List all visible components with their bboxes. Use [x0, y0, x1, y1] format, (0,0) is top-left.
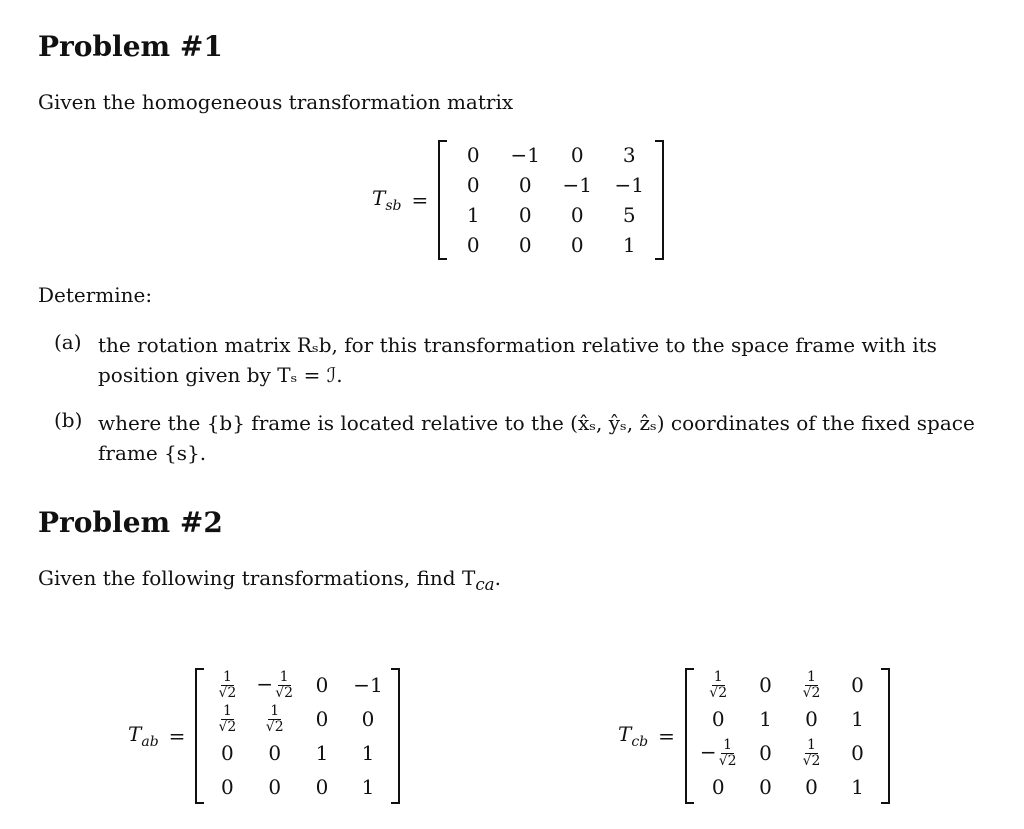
matrix-cell: 0 — [851, 673, 864, 697]
problem-2-heading: Problem #2 — [38, 506, 223, 539]
matrix-cell: 0 — [466, 233, 480, 257]
matrix-cell: 1 — [361, 741, 375, 765]
matrix-cell: 1 — [759, 707, 772, 731]
part-b-label: (b) — [54, 408, 83, 432]
matrix-cell: 1 — [622, 233, 636, 257]
problem-2-intro: Given the following transformations, find $T_{ca}$. — [38, 566, 501, 594]
equals-sign: = — [411, 188, 429, 212]
matrix-cell: −1 — [562, 173, 592, 197]
matrix-cell: 0 — [518, 233, 532, 257]
problem-1-intro: Given the homogeneous transformation matrix — [38, 90, 514, 114]
matrix-cell: 0 — [711, 775, 725, 799]
matrix-t-ab-table — [204, 668, 391, 804]
matrix-cell: 0 — [466, 143, 480, 167]
matrix-cell: 0 — [570, 233, 584, 257]
matrix-cell: 0 — [711, 707, 725, 731]
matrix-cell: 0 — [518, 173, 532, 197]
matrix-cell: 0 — [315, 673, 329, 697]
matrix-t-ab-label: $T_{ab}$ — [128, 722, 159, 750]
matrix-cell: − $\frac{1}{√2}$ — [256, 668, 294, 701]
matrix-cell: −1 — [353, 673, 383, 697]
matrix-cell: 5 — [622, 203, 636, 227]
matrix-cell: −1 — [510, 143, 540, 167]
equals-sign: = — [168, 724, 186, 748]
matrix-cell: 0 — [361, 707, 375, 731]
matrix-cell: 1 — [315, 741, 329, 765]
matrix-cell: 0 — [268, 775, 282, 799]
matrix-cell: 0 — [315, 775, 329, 799]
matrix-t-sb-label: $T_{sb}$ — [372, 186, 402, 214]
determine-label: Determine: — [38, 283, 153, 307]
matrix-cell: 1 — [851, 707, 864, 731]
matrix-cell: $\frac{1}{√2}$ — [709, 668, 728, 701]
part-a-label: (a) — [54, 330, 82, 354]
matrix-cell: 0 — [570, 203, 584, 227]
matrix-cell: 0 — [221, 775, 234, 799]
matrix-cell: $\frac{1}{√2}$ — [802, 736, 821, 769]
matrix-cell: $\frac{1}{√2}$ — [218, 668, 237, 701]
matrix-cell: 0 — [759, 741, 772, 765]
matrix-cell: 0 — [268, 741, 282, 765]
matrix-cell: 0 — [315, 707, 329, 731]
part-b-line-2: frame {s}. — [98, 441, 207, 465]
matrix-cell: 0 — [221, 741, 234, 765]
matrix-cell: 1 — [466, 203, 480, 227]
matrix-cell: 1 — [851, 775, 864, 799]
matrix-cell: − $\frac{1}{√2}$ — [699, 736, 737, 769]
matrix-cell: $\frac{1}{√2}$ — [218, 702, 237, 735]
matrix-t-sb — [372, 140, 664, 260]
matrix-cell: 1 — [361, 775, 375, 799]
matrix-t-cb-label: $T_{cb}$ — [618, 722, 649, 750]
matrix-cell: 0 — [518, 203, 532, 227]
matrix-cell: 0 — [759, 775, 772, 799]
matrix-cell: 0 — [466, 173, 480, 197]
matrix-cell: 3 — [622, 143, 636, 167]
problem-1-heading: Problem #1 — [38, 30, 223, 63]
matrix-t-ab — [128, 668, 400, 804]
matrix-cell: $\frac{1}{√2}$ — [265, 702, 284, 735]
matrix-cell: $\frac{1}{√2}$ — [802, 668, 821, 701]
part-a-line-2: position given by Tₛ = ℐ. — [98, 363, 343, 387]
matrix-cell: 0 — [570, 143, 584, 167]
part-b-line-1: where the {b} frame is located relative to the (x̂ₛ, ŷₛ, ẑₛ) coordinates of the fixed space — [98, 411, 975, 435]
matrix-t-sb-table — [447, 140, 655, 260]
equals-sign: = — [658, 724, 675, 748]
matrix-cell: −1 — [614, 173, 644, 197]
matrix-cell: 0 — [805, 707, 818, 731]
matrix-cell: 0 — [805, 775, 818, 799]
matrix-cell: 0 — [759, 673, 772, 697]
matrix-cell: 0 — [851, 741, 864, 765]
matrix-t-cb-table — [694, 668, 881, 804]
matrix-t-cb — [618, 668, 890, 804]
part-a-line-1: the rotation matrix Rₛb, for this transformation relative to the space frame with its — [98, 333, 937, 357]
